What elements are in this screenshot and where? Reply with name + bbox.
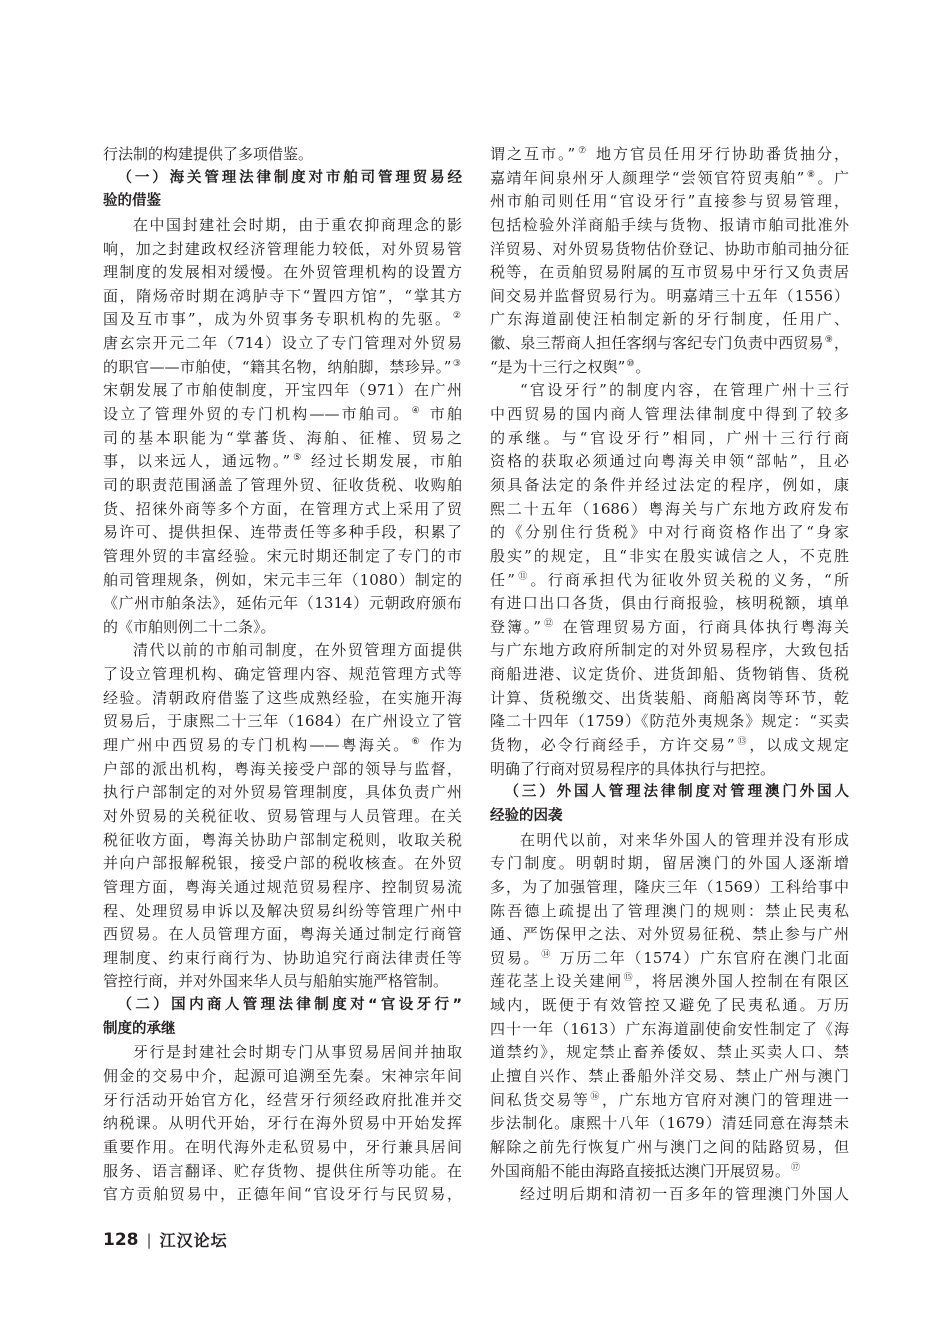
right-column [490, 143, 849, 1207]
text-line: 牙行活动开始官方化，经营牙行须经政府批准并交 [103, 1090, 462, 1109]
footnote-marker: ⑨ [824, 335, 833, 346]
text-line: 商船进港、议定货价、进货卸船、货物销售、货税 [490, 665, 849, 684]
text-line: 清代以前的市舶司制度，在外贸管理方面提供 [133, 641, 462, 660]
footnote-marker: ⑤ [291, 453, 304, 464]
text-line: 对外贸易的关税征收、贸易管理与人员管理。在关 [103, 806, 462, 825]
text-line: 理制度的发展相对缓慢。在外贸管理机构的设置方 [103, 263, 462, 282]
text-line: 州市舶司则任用“官设牙行”直接参与贸易管理， [490, 192, 849, 211]
text-line: 管控行商，并对外国来华人员与船舶实施严格管制。 [103, 972, 449, 991]
text-line: 佣金的交易中介，起源可追溯至先秦。宋神宗年间 [103, 1066, 462, 1085]
heading-line: （三）外国人管理法律制度对管理澳门外国人 [504, 784, 849, 801]
footnote-marker: ⑪ [515, 571, 530, 582]
text-line: 税征收方面，粤海关协助户部制定税则，收取关税 [103, 830, 462, 849]
text-line: 陈吾德上疏提出了管理澳门的规则：禁止民夷私 [490, 901, 849, 920]
text-line: 殷实”的规定，且“非实在殷实诚信之人，不克胜 [490, 546, 849, 565]
text-line: 在中国封建社会时期，由于重农抑商理念的影 [133, 215, 462, 234]
text-line: 间交易并监督贸易行为。明嘉靖三十五年（1556） [490, 286, 849, 305]
journal-name: 江汉论坛 [159, 1231, 228, 1250]
text-line: 资格的获取必须通过向粤海关申领“部帖”，且必 [490, 452, 849, 471]
text-line: “官设牙行”的制度内容，在管理广州十三行 [520, 381, 849, 400]
text-line: 经验。清朝政府借鉴了这些成熟经验，在实施开海 [103, 688, 462, 707]
text-line: 在明代以前，对来华外国人的管理并没有形成 [520, 830, 849, 849]
footnote-marker: ⑰ [791, 1162, 801, 1173]
text-line: 多，为了加强管理，隆庆三年（1569）工科给事中 [490, 877, 849, 896]
text-line: 解除之前先行恢复广州与澳门之间的陆路贸易，但 [490, 1137, 849, 1156]
page-number: 128 [103, 1229, 139, 1250]
section-heading [103, 994, 462, 1041]
text-line: 理制度、约束行商行为、协助追究行商法律责任等 [103, 948, 462, 967]
heading-line: （一）海关管理法律制度对市舶司管理贸易经 [117, 169, 462, 186]
footnote-marker: ⑯ [590, 1091, 601, 1102]
text-line: 理广州中西贸易的专门机构——粤海关。⑥ 作为 [103, 736, 462, 755]
paragraph [103, 639, 462, 994]
text-line: 西贸易。在人员管理方面，粤海关通过制定行商管 [103, 925, 462, 944]
heading-line: 验的借鉴 [103, 193, 161, 210]
text-line: 户部的派出机构，粤海关接受户部的领导与监督， [103, 759, 462, 778]
text-line: 服务、语言翻译、贮存货物、提供住所等功能。在 [103, 1161, 462, 1180]
text-line: 的《市舶则例二十二条》。 [103, 617, 276, 636]
text-line: 贸易后，于康熙二十三年（1684）在广州设立了管 [103, 712, 462, 731]
text-line: 牙行是封建社会时期专门从事贸易居间并抽取 [133, 1043, 462, 1062]
text-line: 纳税课。从明代开始，牙行在海外贸易中开始发挥 [103, 1114, 462, 1133]
paragraph [103, 214, 462, 640]
text-line: 经过明后期和清初一百多年的管理澳门外国人 [520, 1185, 849, 1204]
text-line: 洋贸易、对外贸易货物估价登记、协助市舶司抽分征 [490, 239, 849, 258]
text-line: 响，加之封建政权经济管理能力较低，对外贸易管 [103, 239, 462, 258]
text-line: 国及互市事”，成为外贸事务专职机构的先驱。② [103, 310, 461, 329]
text-line: 执行户部制定的对外贸易管理制度，具体负责广州 [103, 783, 462, 802]
footnote-marker: ⑦ [576, 146, 589, 156]
text-line: 面，隋炀帝时期在鸿胪寺下“置四方馆”，“掌其方 [103, 286, 462, 305]
text-line: 设立了管理外贸的专门机构——市舶司。④ 市舶 [103, 405, 462, 424]
footnote-marker: ⑬ [735, 737, 749, 748]
page-footer [103, 1228, 228, 1251]
text-line: 唐玄宗开元二年（714）设立了专门管理对外贸易 [103, 334, 462, 353]
text-line: 货物，必令行商经手，方许交易”⑬，以成文规定 [490, 736, 849, 755]
text-line: 四十一年（1613）广东海道副使俞安性制定了《海 [490, 1019, 849, 1038]
text-line: 官方贡舶贸易中，正德年间“官设牙行与民贸易， [103, 1185, 462, 1204]
text-line: 登簿。”⑫ 在管理贸易方面，行商具体执行粤海关 [490, 617, 849, 636]
text-line: 通、严饬保甲之法、对外贸易征税、禁止参与广州 [490, 925, 849, 944]
heading-line: （二）国内商人管理法律制度对“官设牙行” [117, 997, 462, 1014]
footnote-marker: ② [452, 311, 461, 322]
text-line: 专门制度。明朝时期，留居澳门的外国人逐渐增 [490, 854, 849, 873]
text-line: 事，以来远人，通远物。”⑤ 经过长期发展，市舶 [103, 452, 462, 471]
text-line: 重要作用。在明代海外走私贸易中，牙行兼具居间 [103, 1137, 462, 1156]
footnote-marker: ④ [411, 406, 422, 417]
text-line: 管理方面，粤海关通过规范贸易程序、控制贸易流 [103, 877, 462, 896]
footnote-marker: ③ [452, 358, 461, 369]
text-line: 莲花茎上设关建闸⑮，将居澳外国人控制在有限区 [490, 972, 849, 991]
text-line: 的职官——市舶使，“籍其名物，纳舶脚，禁珍异。”③ [103, 357, 461, 376]
text-line: 有进口出口各货，俱由行商报验，核明税额，填单 [490, 594, 849, 613]
text-line: 广东海道副使汪柏制定新的牙行制度，任用广、 [490, 310, 849, 329]
text-line: 须具备法定的条件并经过法定的程序，例如，康 [490, 475, 849, 494]
footnote-marker: ⑫ [542, 618, 555, 629]
text-line: 《广州市舶条法》，延佑元年（1314）元朝政府颁布 [103, 594, 462, 613]
text-line: 嘉靖年间泉州牙人颜理学“尝领官符贸夷舶”⑧。广 [490, 168, 849, 187]
section-heading [490, 781, 849, 828]
text-line: 行法制的构建提供了多项借鉴。 [103, 145, 314, 163]
paragraph [490, 379, 849, 781]
paragraph [490, 829, 849, 1184]
text-line: 域内，既便于有效管控又避免了民夷私通。万历 [490, 996, 849, 1015]
paragraph [103, 143, 462, 167]
text-line: 徽、泉三帮商人担任客纲与客纪专门负责中西贸易⑨， [490, 334, 849, 353]
paragraph [490, 143, 849, 379]
text-line: 熙二十五年（1686）粤海关与广东地方政府发布 [490, 499, 849, 518]
text-line: 舶司管理规条，例如，宋元丰三年（1080）制定的 [103, 570, 462, 589]
text-line: 谓之互市。”⑦ 地方官员任用牙行协助番货抽分， [490, 145, 849, 163]
paragraph [490, 1183, 849, 1207]
footnote-marker: ⑥ [411, 737, 422, 748]
heading-line: 制度的承继 [103, 1020, 176, 1037]
text-line: 的《分别住行货税》中对行商资格作出了“身家 [490, 523, 849, 542]
text-line: 管理外贸的丰富经验。宋元时期还制定了专门的市 [103, 546, 462, 565]
left-column [103, 143, 462, 1207]
text-line: 中西贸易的国内商人管理法律制度中得到了较多 [490, 405, 849, 424]
text-line: 易许可、提供担保、连带责任等多种手段，积累了 [103, 523, 462, 542]
text-line: 贸易。⑭ 万历二年（1574）广东官府在澳门北面 [490, 948, 849, 967]
text-line: 了设立管理机构、确定管理内容、规范管理方式等 [103, 665, 462, 684]
footnote-marker: ⑭ [541, 949, 553, 960]
text-line: 任”⑪。行商承担代为征收外贸关税的义务，“所 [490, 570, 849, 589]
heading-line: 经验的因袭 [490, 807, 563, 824]
footnote-marker: ⑧ [805, 169, 817, 180]
text-line: 步法制化。康熙十八年（1679）清廷同意在海禁未 [490, 1114, 849, 1133]
text-line: 隆二十四年（1759）《防范外夷规条》规定：“买卖 [490, 712, 849, 731]
text-line: 税等，在贡舶贸易附属的互市贸易中牙行又负责居 [490, 263, 849, 282]
text-line: 司的职责范围涵盖了管理外贸、征收货税、收购舶 [103, 475, 462, 494]
text-line: 间私货交易等⑯，广东地方官府对澳门的管理进一 [490, 1090, 849, 1109]
text-line: 的承继。与“官设牙行”相同，广州十三行行商 [490, 428, 849, 447]
text-line: 货、招徕外商等多个方面，在管理方式上采用了贸 [103, 499, 462, 518]
text-line: 明确了行商对贸易程序的具体执行与把控。 [490, 759, 776, 778]
text-line: 与广东地方政府所制定的对外贸易程序，大致包括 [490, 641, 849, 660]
text-line: 司的基本职能为“掌蕃货、海舶、征榷、贸易之 [103, 428, 462, 447]
text-line: 外国商船不能由海路直接抵达澳门开展贸易。⑰ [490, 1161, 801, 1180]
text-line: 计算、货税缴交、出货装船、商船离岗等环节，乾 [490, 688, 849, 707]
text-line: 道禁约》，规定禁止畜养倭奴、禁止买卖人口、禁 [490, 1043, 849, 1062]
footnote-marker: ⑮ [623, 973, 635, 984]
section-heading [103, 167, 462, 214]
text-line: 并向户部报解税银，接受户部的税收核查。在外贸 [103, 854, 462, 873]
text-line: 程、处理贸易申诉以及解决贸易纠纷等管理广州中 [103, 901, 462, 920]
text-line: 止擅自兴作、禁止番船外洋交易、禁止广州与澳门 [490, 1066, 849, 1085]
text-line: 包括检验外洋商船手续与货物、报请市舶司批准外 [490, 215, 849, 234]
text-line: “是为十三行之权舆”⑩。 [490, 357, 651, 376]
footer-separator: | [146, 1230, 152, 1249]
paragraph [103, 1041, 462, 1206]
text-line: 宋朝发展了市舶使制度，开宝四年（971）在广州 [103, 381, 462, 400]
footnote-marker: ⑩ [626, 358, 635, 369]
